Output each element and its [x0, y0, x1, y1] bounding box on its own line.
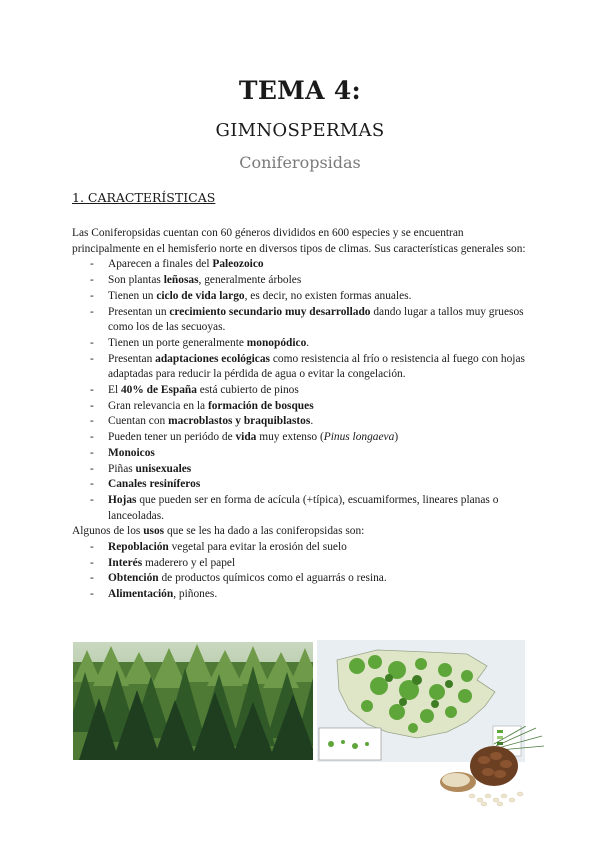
list-item: - Repoblación vegetal para evitar la erosión del suelo: [72, 540, 532, 556]
section-heading: 1. CARACTERÍSTICAS: [72, 190, 216, 205]
list-item: - Presentan adaptaciones ecológicas como resistencia al frío o resistencia al fuego con hojas adaptadas para reducir la pérdida de agua o evitar la congelación.: [72, 352, 532, 383]
list-item: - Hojas que pueden ser en forma de acícula (+típica), escuamiformes, lineares planas o lanceoladas.: [72, 493, 532, 524]
content-body: [72, 226, 532, 603]
list-item: - Aparecen a finales del Paleozoico: [72, 257, 532, 273]
page-title: TEMA 4:: [238, 76, 362, 105]
list-item: - Cuentan con macroblastos y braquiblastos.: [72, 414, 532, 430]
forest-image: [73, 642, 313, 760]
list-item: - Monoicos: [72, 446, 532, 462]
list-item: - Piñas unisexuales: [72, 462, 532, 478]
page-subsubtitle: Coniferopsidas: [239, 153, 361, 172]
characteristics-list: [72, 257, 532, 524]
list-item: - Pueden tener un periódo de vida muy extenso (Pinus longaeva): [72, 430, 532, 446]
uses-intro: Algunos de los usos que se les ha dado a las coniferopsidas son:: [72, 525, 365, 538]
page-subtitle: GIMNOSPERMAS: [215, 120, 385, 141]
list-item: - Presentan un crecimiento secundario muy desarrollado dando lugar a tallos muy gruesos como los de las secuoyas.: [72, 305, 532, 336]
uses-list: [72, 540, 532, 603]
list-item: - Obtención de productos químicos como el aguarrás o resina.: [72, 571, 532, 587]
list-item: - Alimentación, piñones.: [72, 587, 532, 603]
list-item: - Interés maderero y el papel: [72, 556, 532, 572]
pine-cone-image: [436, 726, 546, 808]
list-item: - El 40% de España está cubierto de pinos: [72, 383, 532, 399]
list-item: - Tienen un ciclo de vida largo, es decir, no existen formas anuales.: [72, 289, 532, 305]
list-item: - Tienen un porte generalmente monopódico.: [72, 336, 532, 352]
list-item: - Gran relevancia en la formación de bosques: [72, 399, 532, 415]
intro-paragraph: Las Coniferopsidas cuentan con 60 géneros divididos en 600 especies y se encuentran principalmente en el hemisferio norte en diversos tipos de climas. Sus características generales son:: [72, 227, 526, 255]
list-item: - Son plantas leñosas, generalmente árboles: [72, 273, 532, 289]
list-item: - Canales resiníferos: [72, 477, 532, 493]
